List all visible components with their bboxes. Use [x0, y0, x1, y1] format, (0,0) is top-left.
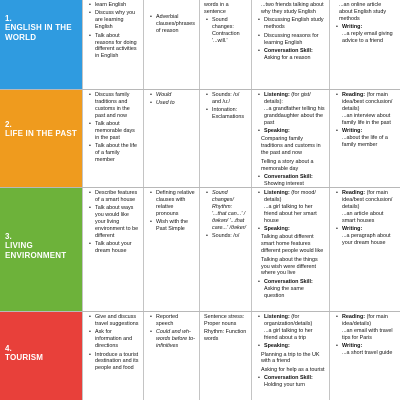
- reading-task: ...an email with travel tips for Paris: [342, 327, 393, 341]
- functions-cell: [82, 312, 143, 400]
- unit-number: 3.: [5, 232, 12, 241]
- list-item: • Discussing English study methods: [261, 17, 325, 31]
- list-item: Asking for help as a tourist: [261, 366, 325, 373]
- list-item: • Sounds: /ʊ/: [209, 233, 247, 240]
- list-item: • Sound changes/ Rhythm: '...that can...' /ðəkən/ '...that care...' /ðəker/: [209, 190, 247, 231]
- listening-note: (for mood/ details): [264, 190, 316, 203]
- list-item: • Talk about your dream house: [92, 241, 139, 255]
- reading-note: (for main idea/best conclusion/ details): [342, 92, 393, 112]
- list-item: • Talk about memorable days in the past: [92, 121, 139, 142]
- listening-task: ...a girl talking to her friend about her smart house: [264, 203, 317, 224]
- list-item: • Used to: [153, 100, 195, 107]
- unit-header: [0, 90, 82, 187]
- pronunciation-cell: [199, 0, 251, 89]
- list-item: • Talk about ways you would like your living environment to be different: [92, 205, 139, 240]
- list-item: • Defining relative clauses with relative pronouns: [153, 190, 195, 218]
- list-item: Planning a trip to the UK with a friend: [261, 351, 320, 365]
- reading-writing-cell: [329, 0, 400, 89]
- conversation-skill: Showing interest: [264, 180, 304, 187]
- list-item: • Discuss why you are learning English: [92, 10, 139, 31]
- list-item: • Talk about the life of a family member: [92, 143, 139, 164]
- list-item: • Ask for information and directions: [92, 329, 139, 350]
- unit-header: [0, 0, 82, 89]
- unit-row: [0, 188, 400, 312]
- list-item: words in a sentence: [204, 2, 229, 15]
- unit-number: 4.: [5, 344, 12, 353]
- list-item: • learn English: [92, 2, 139, 9]
- listening-speaking-cell: [251, 90, 329, 187]
- listening-label: Listening:: [264, 92, 290, 98]
- functions-cell: [82, 188, 143, 311]
- conversation-label: Conversation Skill:: [264, 278, 313, 285]
- conversation-skill: Asking the same question: [264, 285, 304, 299]
- listening-task: ...a girl talking to her friend about a trip: [264, 327, 313, 341]
- list-item: • Give and discuss travel suggestions: [92, 314, 139, 328]
- writing-task: ...about the life of a family member: [342, 134, 388, 148]
- pronunciation-cell: [199, 90, 251, 187]
- pronunciation-cell: [199, 188, 251, 311]
- list-item: • Sounds: /ʊ/ and /uː/: [209, 92, 247, 106]
- speaking-label: Speaking:: [264, 343, 290, 350]
- conversation-skill: Holding your turn: [264, 382, 306, 389]
- list-item: Comparing family traditions and customs in the past and now: [261, 136, 321, 157]
- conversation-skill: Asking for a reason: [264, 54, 311, 61]
- list-item: • Describe features of a smart house: [92, 190, 139, 204]
- unit-title: LIVING ENVIRONMENT: [5, 241, 67, 260]
- conversation-label: Conversation Skill:: [264, 375, 313, 382]
- list-item: • Introduce a tourist destination and its people and food: [92, 352, 139, 373]
- list-item: Talking about different smart home features different people would like: [261, 234, 324, 255]
- list-item: Rhythm: Function words: [204, 329, 247, 343]
- list-item: • Could and wh-words before to-infinitives: [153, 329, 195, 350]
- functions-cell: [82, 90, 143, 187]
- writing-label: Writing:: [342, 343, 363, 350]
- speaking-label: Speaking:: [264, 226, 290, 233]
- reading-writing-cell: [329, 90, 400, 187]
- listening-task: ...a grandfather telling his granddaughter about the past: [264, 105, 325, 126]
- unit-title: TOURISM: [5, 353, 44, 362]
- listening-note: (for organization/details): [264, 314, 313, 327]
- reading-writing-cell: [329, 312, 400, 400]
- grammar-cell: [143, 312, 199, 400]
- conversation-label: Conversation Skill:: [264, 47, 313, 54]
- unit-title: ENGLISH IN THE WORLD: [5, 23, 72, 42]
- reading-task: ...an article about smart houses: [342, 210, 384, 224]
- unit-number: 2.: [5, 120, 12, 129]
- listening-speaking-cell: [251, 188, 329, 311]
- reading-note: (for main idea/best conclusion/ details): [342, 190, 393, 210]
- list-item: • Discussing reasons for learning English: [261, 33, 325, 47]
- reading-task: ...an interview about family life in the past: [342, 112, 391, 126]
- list-item: ...an online article about English study methods: [339, 2, 387, 22]
- reading-writing-cell: [329, 188, 400, 311]
- listening-note: (for gist/ details):: [264, 92, 311, 105]
- list-item: • Wish with the Past Simple: [153, 219, 195, 233]
- list-item: • Discuss family traditions and customs in the past and now: [92, 92, 139, 120]
- unit-title: LIFE IN THE PAST: [5, 129, 77, 138]
- reading-label: Reading:: [342, 190, 366, 196]
- grammar-cell: [143, 188, 199, 311]
- list-item: ...two friends talking about why they study English: [261, 2, 324, 15]
- functions-cell: [82, 0, 143, 89]
- reading-label: Reading:: [342, 314, 366, 320]
- unit-row: [0, 90, 400, 188]
- reading-note: (for main idea/details): [342, 314, 388, 327]
- listening-speaking-cell: [251, 312, 329, 400]
- list-item: • Talk about reasons for doing different activities in English: [92, 33, 139, 61]
- reading-label: Reading:: [342, 92, 366, 98]
- pronunciation-cell: [199, 312, 251, 400]
- list-item: • Reported speech: [153, 314, 195, 328]
- writing-task: ...a reply email giving advice to a friend: [342, 31, 393, 45]
- grammar-cell: [143, 0, 199, 89]
- unit-row: [0, 312, 400, 400]
- listening-label: Listening:: [264, 314, 290, 320]
- conversation-label: Conversation Skill:: [264, 173, 313, 180]
- grammar-cell: [143, 90, 199, 187]
- listening-label: Listening:: [264, 190, 290, 196]
- unit-number: 1.: [5, 14, 12, 23]
- list-item: • Would: [153, 92, 195, 99]
- list-item: Sentence stress: Proper nouns: [204, 314, 245, 327]
- speaking-label: Speaking:: [264, 128, 290, 135]
- writing-task: ...a peragraph about your dream house: [342, 232, 391, 246]
- list-item: • Intonation: Exclamations: [209, 107, 247, 121]
- writing-label: Writing:: [342, 24, 363, 31]
- list-item: Talking about the things you wish were different where you live: [261, 256, 318, 277]
- writing-label: Writing:: [342, 128, 363, 135]
- unit-row: [0, 0, 400, 90]
- writing-task: ...a short travel guide: [342, 350, 393, 357]
- unit-header: [0, 188, 82, 311]
- list-item: Telling a story about a memorable day: [261, 158, 314, 172]
- list-item: • Adverbial clauses/phrases of reason: [153, 14, 195, 35]
- unit-header: [0, 312, 82, 400]
- writing-label: Writing:: [342, 226, 363, 233]
- listening-speaking-cell: [251, 0, 329, 89]
- list-item: • Sound changes: Contraction '...will.': [209, 17, 247, 45]
